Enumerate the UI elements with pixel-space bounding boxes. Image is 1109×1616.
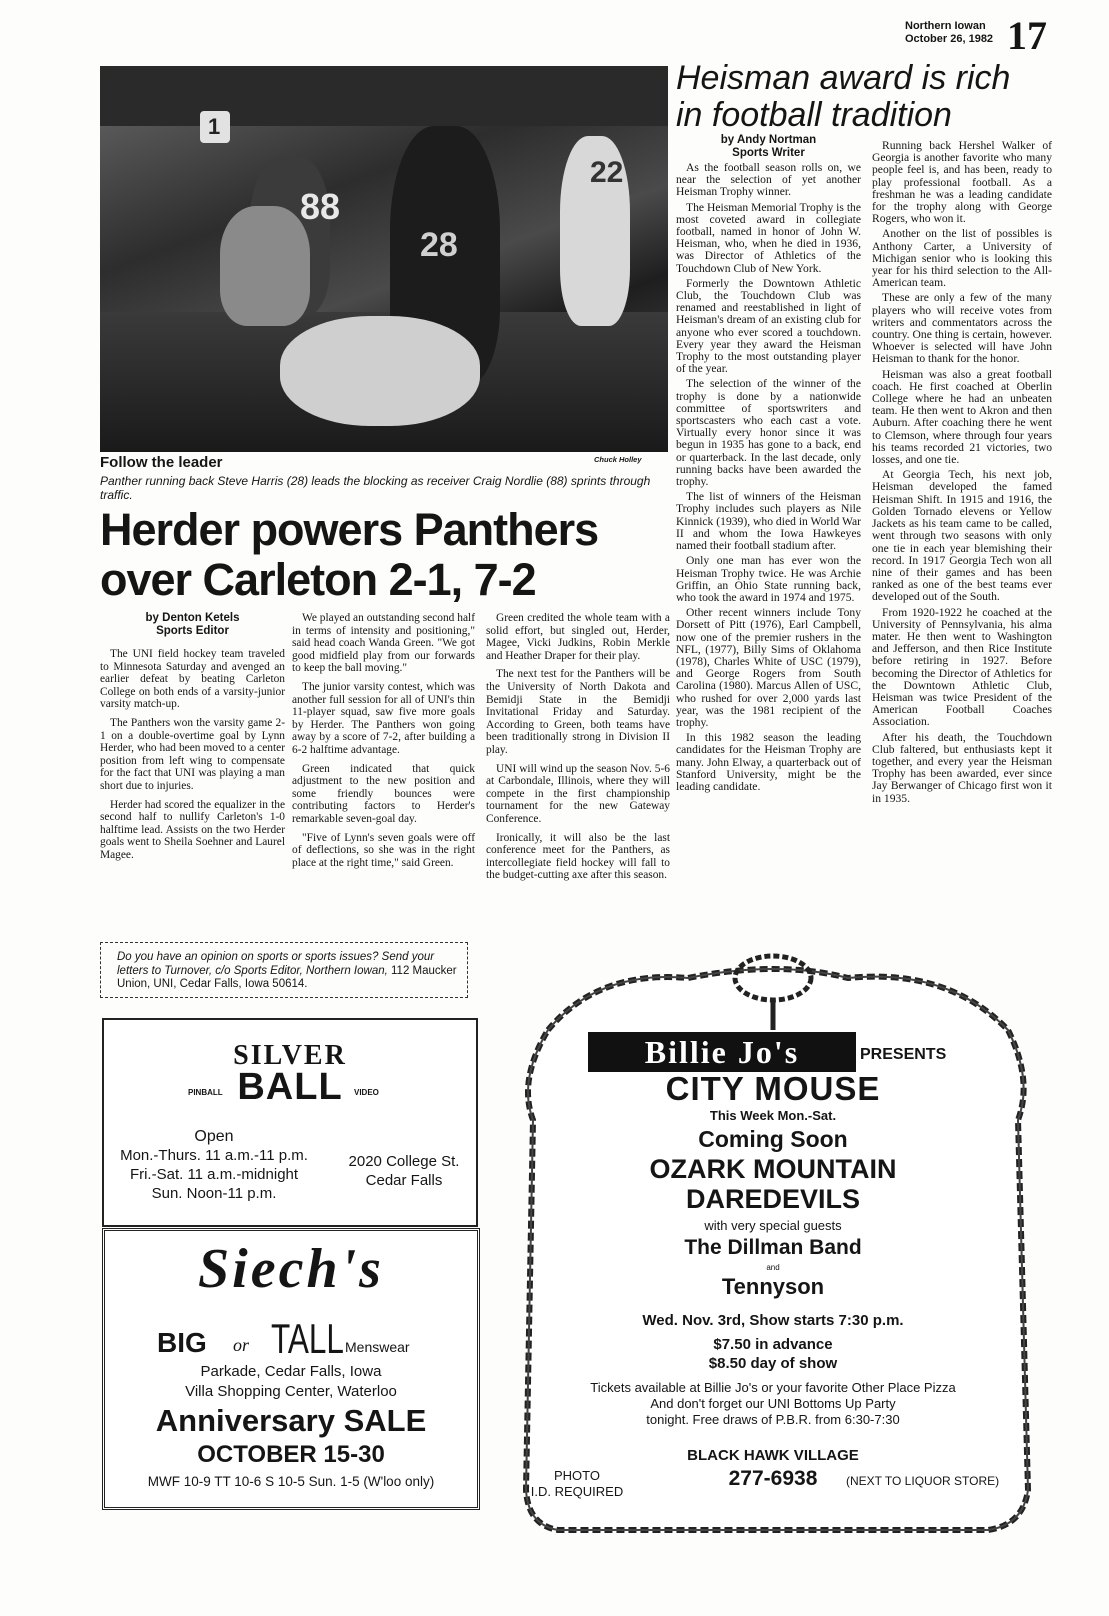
heisman-col1-para: Other recent winners include Tony Dorsett of Pitt (1976), Earl Campbell, now one of the premier rushers in the NFL, (1977), Billy Sims of Oklahoma (1978), Charles White of USC (1979), and George Rogers from South Carolina (1980). Marcus Allen of USC, who rushed for over 2,000 yards last year, was the 1981 recipient of the trophy. <box>676 606 861 729</box>
siechs-sale-dates: OCTOBER 15-30 <box>197 1441 385 1468</box>
hockey-column-2 <box>292 612 475 875</box>
heisman-col2-para: Heisman was also a great football coach. He first coached at Oberlin College where he had an unbeaten team. He then went to Akron and then Auburn. After coaching there he went to Clemson, where through four years his teams recorded 21 victories, two losses, and one tie. <box>872 367 1052 467</box>
opinion-text-italic: Do you have an opinion on sports or sports issues? Send your letters to Turnover, c/o Sports Editor, Northern Iowan, <box>117 951 435 977</box>
hockey-col2-para: The junior varsity contest, which was another full session for all of UNI's thin 11-player squad, saw five more goals by Herder. The Panthers won going away by a score of 7-2, after building a 6-2 halftime advantage. <box>292 680 475 756</box>
siechs-big: BIG <box>157 1327 207 1358</box>
silver-ball-city: Cedar Falls <box>365 1172 443 1189</box>
siechs-menswear: Menswear <box>345 1339 410 1355</box>
hockey-col3-para: The next test for the Panthers will be the University of North Dakota and Bemidji State in the Bemidji Invitational Friday and Saturday. According to Green, both teams have been traditionally strong in Division II play. <box>486 668 670 756</box>
tickets-info: Tickets available at Billie Jo's or your favorite Other Place Pizza <box>590 1380 956 1395</box>
football-photo <box>100 66 668 452</box>
opinion-box <box>100 942 468 998</box>
jersey-number-28: 28 <box>420 226 458 264</box>
act-ozark-line2: DAREDEVILS <box>685 1184 861 1214</box>
heisman-column-1 <box>676 134 861 796</box>
hockey-headline-line2: over Carleton 2-1, 7-2 <box>100 554 536 605</box>
hockey-col1-para: The UNI field hockey team traveled to Minnesota Saturday and avenged an earlier defeat by beating Carleton College on both ends of a varsity-junior varsity match-up. <box>100 648 285 711</box>
silver-ball-open: Open <box>194 1128 234 1145</box>
heisman-col1-para: Formerly the Downtown Athletic Club, the Touchdown Club was renamed and reestablished in light of Heisman's dream of an existing club for anyone who ever scored a touchdown. Every year they award the Heisman Trophy to the most outstanding player of the year. <box>676 276 861 376</box>
photo-caption: Panther running back Steve Harris (28) leads the blocking as receiver Craig Nordlie (88) sprints through traffic. <box>100 474 651 502</box>
hockey-col3-para: UNI will wind up the season Nov. 5-6 at Carbondale, Illinois, where they will compete in the first championship tournament for the new Gateway Conference. <box>486 762 670 825</box>
silver-ball-ad <box>102 1018 478 1227</box>
hockey-col3-para: Green credited the whole team with a solid effort, but singled out, Herder, Magee, Vicki Judkins, Robin Merkle and Heather Draper for their play. <box>486 612 670 662</box>
silver-ball-hours: Sun. Noon-11 p.m. <box>151 1185 277 1202</box>
heisman-col1-para: The selection of the winner of the trophy is done by a nationwide committee of sportswriters and sportscasters who each cast a vote. Virtually every honor since it was begun in 1935 has gone to a back, end or quarterback. In the last decade, only running backs have been awarded the trophy. <box>676 377 861 489</box>
jersey-number-1: 1 <box>208 114 221 139</box>
hockey-col1-para: The Panthers won the varsity game 2-1 on a double-overtime goal by Lynn Herder, who had been moved to a center position from left wing to compensate for the fact that UNI was playing a man short due to injuries. <box>100 716 285 792</box>
hockey-col3-para: Ironically, it will also be the last conference meet for the Panthers, as intercollegiate field hockey will fall to the budget-cutting axe after this season. <box>486 831 670 882</box>
siechs-location: Parkade, Cedar Falls, Iowa <box>200 1363 382 1380</box>
heisman-column-2 <box>872 140 1052 808</box>
hockey-column-1 <box>100 612 285 868</box>
photo-caption-title: Follow the leader <box>100 454 223 471</box>
special-guests: with very special guests <box>704 1218 842 1233</box>
billie-jos-logo: Billie Jo's <box>644 1034 800 1070</box>
hockey-column-3 <box>486 612 670 888</box>
tickets-info: And don't forget our UNI Bottoms Up Party <box>650 1396 896 1411</box>
coming-soon: Coming Soon <box>698 1126 848 1152</box>
guest-tennyson: Tennyson <box>721 1274 825 1299</box>
tickets-info: tonight. Free draws of P.B.R. from 6:30-7:30 <box>646 1412 900 1427</box>
silver-ball-hours: Mon.-Thurs. 11 a.m.-11 p.m. <box>120 1147 308 1164</box>
act-city-mouse: CITY MOUSE <box>665 1070 881 1107</box>
siechs-location: Villa Shopping Center, Waterloo <box>185 1383 397 1400</box>
heisman-col2-para: These are only a few of the many players who will receive votes from writers and commentators across the country. One thing is certain, however. Whoever is selected will have John Heisman to thank for the honor. <box>872 291 1052 366</box>
heisman-col1-para: The Heisman Memorial Trophy is the most coveted award in collegiate football, named in honor of John W. Heisman, who, when he died in 1936, was Director of Athletics of the Touchdown Club of New York. <box>676 200 861 275</box>
guest-and: and <box>766 1263 780 1272</box>
heisman-col1-para: Only one man has ever won the Heisman Trophy twice. He was Archie Griffin, an Ohio State running back, who took the award in 1974 and 1975. <box>676 554 861 604</box>
hockey-col2-para: "Five of Lynn's seven goals were off of deflections, so she was in the right place at the right time," said Green. <box>292 831 475 869</box>
silver-ball-logo-bottom: BALL <box>237 1066 343 1108</box>
siechs-or: or <box>233 1335 250 1355</box>
silver-ball-logo-top: SILVER <box>233 1040 347 1071</box>
photo-id-line2: I.D. REQUIRED <box>530 1484 624 1499</box>
hockey-col2-para: Green indicated that quick adjustment to the new position and some friendly bounces were contributing factors to Herder's remarkable seven-goal day. <box>292 762 475 825</box>
jersey-number-22: 22 <box>590 156 624 189</box>
hockey-col1-para: Herder had scored the equalizer in the second half to nullify Carleton's 1-0 halftime lead. Assists on the two Herder goals went to Sheila Soehner and Laurel Magee. <box>100 798 285 861</box>
photo-credit: Chuck Holley <box>594 455 642 464</box>
photo-id-line1: PHOTO <box>554 1468 600 1483</box>
act-ozark-line1: OZARK MOUNTAIN <box>649 1154 897 1184</box>
hockey-byline: by Denton Ketels Sports Editor <box>145 612 240 637</box>
hockey-headline <box>100 505 680 605</box>
silver-ball-hours: Fri.-Sat. 11 a.m.-midnight <box>129 1166 299 1183</box>
heisman-headline <box>676 60 1076 134</box>
heisman-col1-para: As the football season rolls on, we near the selection of yet another Heisman Trophy winner. <box>676 161 861 199</box>
billie-jos-ad <box>488 950 1058 1540</box>
silver-ball-address: 2020 College St. <box>348 1153 460 1170</box>
siechs-logo: Siech's <box>198 1238 384 1300</box>
heisman-col2-para: Another on the list of possibles is Anthony Carter, a University of Michigan senior who is looking this year for his third selection to the All-American team. <box>872 227 1052 290</box>
video-tag: VIDEO <box>354 1088 379 1097</box>
heisman-headline-line1: Heisman award is rich <box>676 59 1011 97</box>
folio-page-number: 17 <box>1007 13 1047 58</box>
heisman-byline: by Andy Nortman Sports Writer <box>720 134 817 159</box>
show-time: Wed. Nov. 3rd, Show starts 7:30 p.m. <box>642 1312 904 1329</box>
folio-paper-name: Northern Iowan <box>905 20 986 32</box>
folio-date: October 26, 1982 <box>905 33 994 45</box>
pinball-tag: PINBALL <box>188 1088 223 1097</box>
hockey-col2-para: We played an outstanding second half in terms of intensity and positioning," said head coach Wanda Green. "We got good midfield play from our forwards to keep the ball moving." <box>292 612 475 675</box>
heisman-col2-para: From 1920-1922 he coached at the University of Pennsylvania, his alma mater. He then went to Washington and Jefferson, and then Rice Institute before retiring in 1927. Before becoming the Director of Athletics for the Downtown Athletic Club, Heisman was twice President of the American Football Coaches Association. <box>872 605 1052 729</box>
heisman-col1-para: In this 1982 season the leading candidates for the Heisman Trophy are many. John Elway, a quarterback out of Stanford University, might be the leading candidate. <box>676 731 861 793</box>
jersey-number-88: 88 <box>300 186 341 227</box>
heisman-col2-para: Running back Hershel Walker of Georgia is another favorite who many people feel is, and has been, ready to play professional football. As a freshman he was a leading candidate for the trophy along with George Rogers, who won it. <box>872 139 1052 226</box>
opinion-text-address: 112 Maucker Union, UNI, Cedar Falls, Iowa 50614. <box>117 964 457 990</box>
page-folio <box>905 13 1055 58</box>
heisman-col2-para: At Georgia Tech, his next job, Heisman developed the famed Heisman Shift. In 1915 and 1916, the Golden Tornado elevens or Yellow Jackets as his team came to be called, went through two seasons with only one tie in each year blemishing their record. In 1917 Georgia Tech won all nine of their games and has been ranked as one of the best teams ever developed out of the South. <box>872 468 1052 604</box>
phone-number: 277-6938 <box>728 1467 818 1490</box>
hockey-headline-line1: Herder powers Panthers <box>100 504 599 555</box>
act-city-mouse-when: This Week Mon.-Sat. <box>709 1108 837 1123</box>
siechs-tall: TALL <box>271 1315 344 1362</box>
heisman-col1-para: The list of winners of the Heisman Trophy includes such players as Nile Kinnick (1939), who died in World War II and whom the Iowa Hawkeyes named their football stadium after. <box>676 490 861 553</box>
guest-dillman-band: The Dillman Band <box>684 1236 862 1259</box>
price-day-of-show: $8.50 day of show <box>708 1355 838 1372</box>
heisman-headline-line2: in football tradition <box>676 96 952 134</box>
next-to-liquor-store: (NEXT TO LIQUOR STORE) <box>846 1474 1000 1488</box>
black-hawk-village: BLACK HAWK VILLAGE <box>687 1447 859 1464</box>
siechs-sale: Anniversary SALE <box>155 1403 427 1438</box>
siechs-ad <box>102 1228 480 1510</box>
presents-label: PRESENTS <box>860 1046 947 1063</box>
heisman-col2-para: After his death, the Touchdown Club faltered, but enthusiasts kept it together, and every year the Heisman Trophy has been awarded, ever since Jay Berwanger of Chicago first won it in 1935. <box>872 730 1052 805</box>
siechs-hours: MWF 10-9 TT 10-6 S 10-5 Sun. 1-5 (W'loo only) <box>147 1474 435 1489</box>
price-advance: $7.50 in advance <box>713 1336 833 1353</box>
